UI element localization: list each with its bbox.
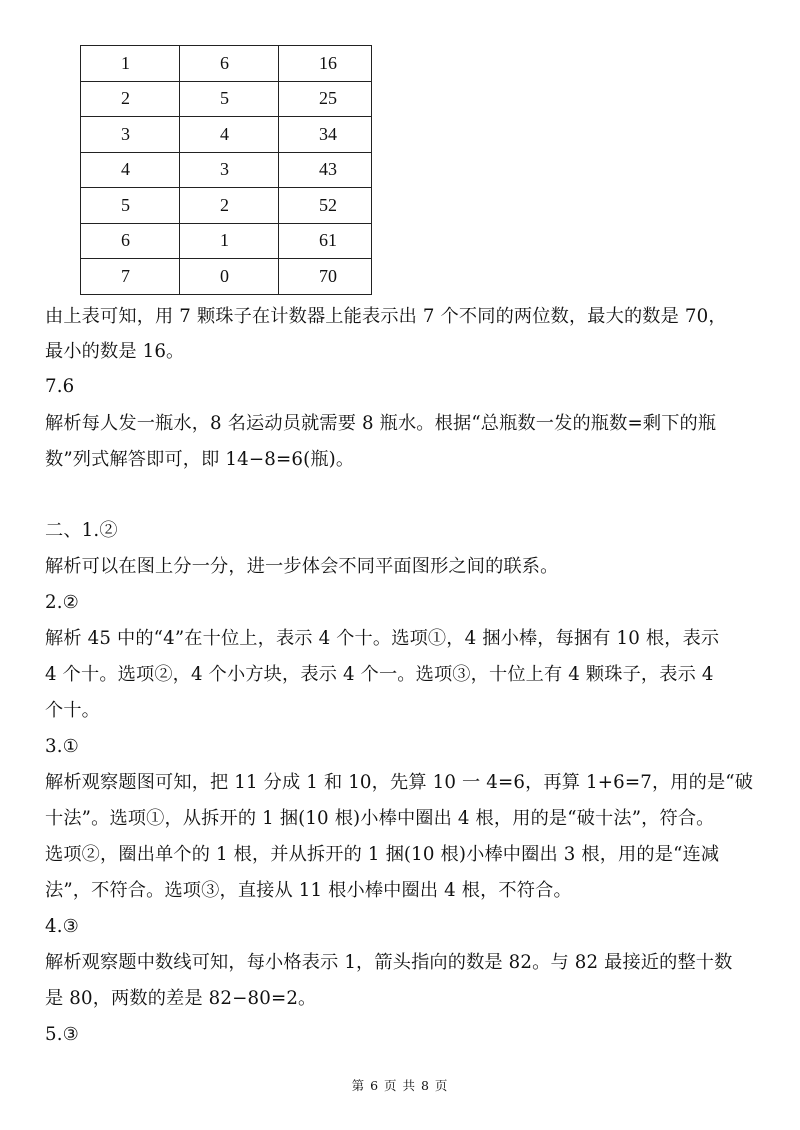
answer-text-line: 解析 45 中的“4”在十位上，表示 4 个十。选项①，4 捆小棒，每捆有 10 根，表示 <box>45 628 720 649</box>
table-cell: 6 <box>180 46 279 82</box>
table-row <box>81 223 372 259</box>
table-cell: 2 <box>180 188 279 224</box>
table-row <box>81 81 372 117</box>
answer-text-line: 个十。 <box>45 700 101 721</box>
question-number: 4.③ <box>45 916 80 937</box>
answer-text-line: 法”，不符合。选项③，直接从 11 根小棒中圈出 4 根，不符合。 <box>45 880 572 901</box>
question-number: 3.① <box>45 736 80 757</box>
table-cell: 2 <box>81 81 180 117</box>
page-footer: 第 6 页 共 8 页 <box>351 1078 449 1093</box>
table-cell: 34 <box>279 117 372 153</box>
answer-text-line: 最小的数是 16。 <box>45 341 185 362</box>
table-cell: 4 <box>81 152 180 188</box>
table-cell: 61 <box>279 223 372 259</box>
table-cell: 43 <box>279 152 372 188</box>
answer-text-line: 数”列式解答即可，即 14−8=6(瓶)。 <box>45 449 355 470</box>
table-cell: 5 <box>180 81 279 117</box>
answer-text-line: 解析每人发一瓶水，8 名运动员就需要 8 瓶水。根据“总瓶数一发的瓶数=剩下的瓶 <box>45 413 717 434</box>
table-row <box>81 117 372 153</box>
table-cell: 16 <box>279 46 372 82</box>
answer-text-line: 解析观察题中数线可知，每小格表示 1，箭头指向的数是 82。与 82 最接近的整十数 <box>45 952 733 973</box>
section-heading: 二、1.② <box>45 520 118 541</box>
table-cell: 4 <box>180 117 279 153</box>
table-cell: 52 <box>279 188 372 224</box>
table-cell: 3 <box>180 152 279 188</box>
table-cell: 1 <box>81 46 180 82</box>
table-cell: 3 <box>81 117 180 153</box>
table-cell: 25 <box>279 81 372 117</box>
table-cell: 70 <box>279 259 372 295</box>
table-cell: 6 <box>81 223 180 259</box>
table-cell: 0 <box>180 259 279 295</box>
question-number: 2.② <box>45 592 80 613</box>
table-row <box>81 259 372 295</box>
digit-table <box>80 45 372 295</box>
answer-text-line: 选项②，圈出单个的 1 根，并从拆开的 1 捆(10 根)小棒中圈出 3 根，用的是“连减 <box>45 844 720 865</box>
table-row <box>81 152 372 188</box>
table-cell: 5 <box>81 188 180 224</box>
answer-text-line: 4 个十。选项②，4 个小方块，表示 4 个一。选项③，十位上有 4 颗珠子，表示 4 <box>45 664 714 685</box>
answer-text-line: 解析可以在图上分一分，进一步体会不同平面图形之间的联系。 <box>45 556 559 577</box>
table-row <box>81 46 372 82</box>
table-cell: 1 <box>180 223 279 259</box>
table-cell: 7 <box>81 259 180 295</box>
answer-text-line: 十法”。选项①，从拆开的 1 捆(10 根)小棒中圈出 4 根，用的是“破十法”，符合。 <box>45 808 715 829</box>
answer-text-line: 是 80，两数的差是 82−80=2。 <box>45 988 317 1009</box>
question-number: 5.③ <box>45 1024 80 1045</box>
answer-text-line: 由上表可知，用 7 颗珠子在计数器上能表示出 7 个不同的两位数，最大的数是 70， <box>45 306 727 327</box>
table-row <box>81 188 372 224</box>
question-number: 7.6 <box>45 376 75 397</box>
answer-text-line: 解析观察题图可知，把 11 分成 1 和 10，先算 10 一 4=6，再算 1+6=7，用的是“破 <box>45 772 754 793</box>
